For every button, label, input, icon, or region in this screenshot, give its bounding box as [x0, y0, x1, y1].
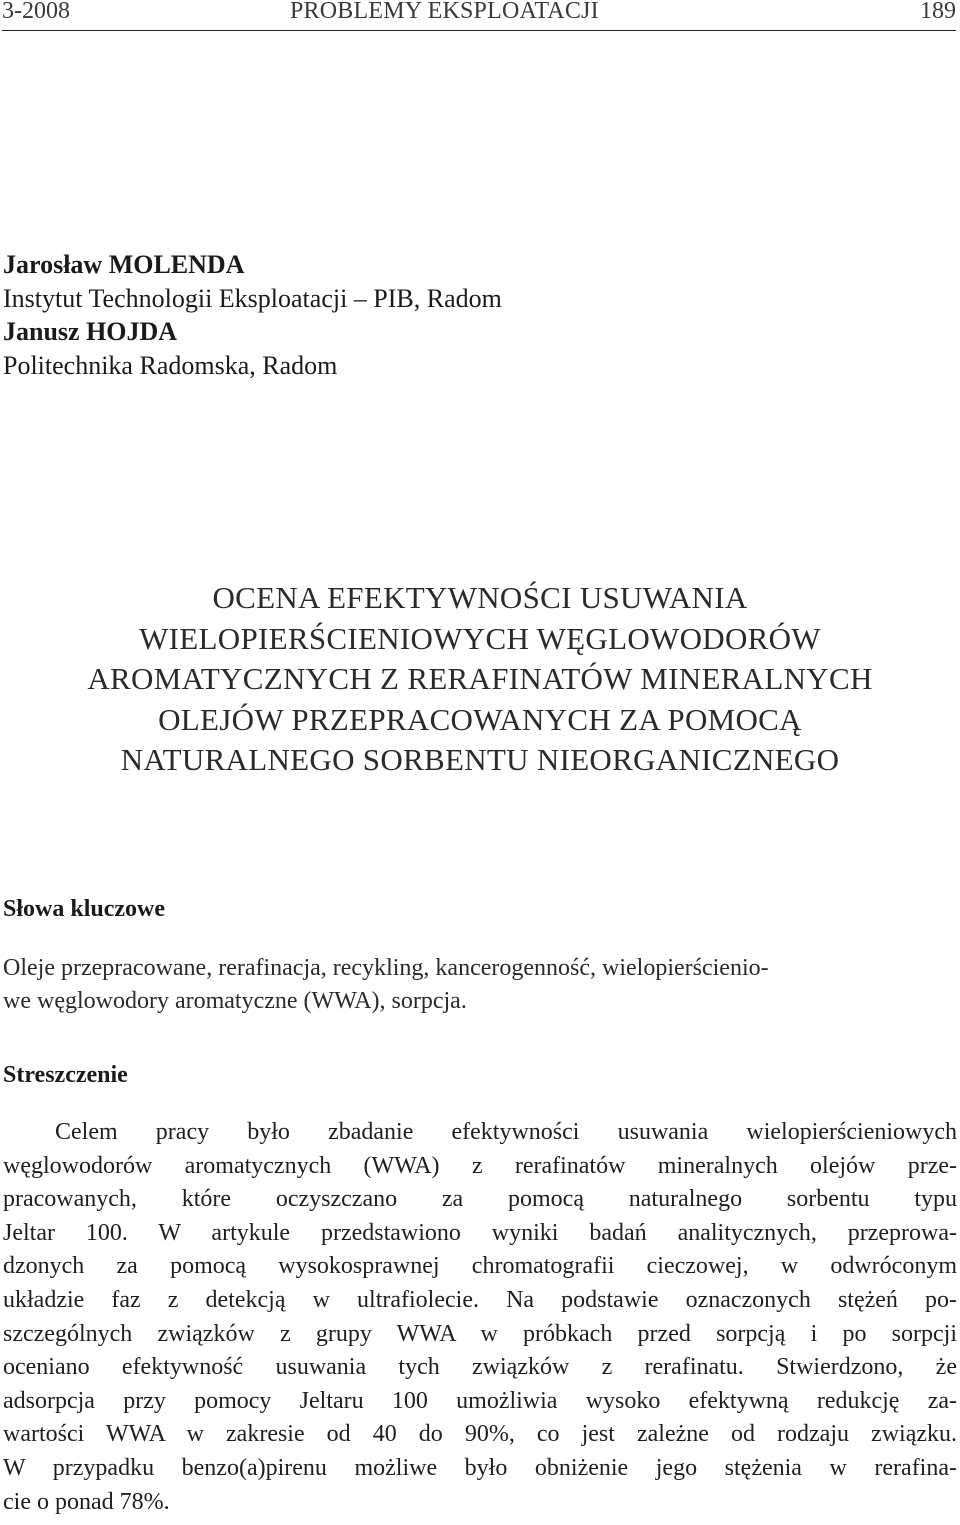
abstract-line: szczególnych związków z grupy WWA w próbkach przed sorpcją i po sorpcji: [3, 1320, 957, 1347]
keywords-heading: Słowa kluczowe: [3, 896, 165, 922]
paper-title: [0, 578, 960, 781]
author-affiliation: Instytut Technologii Eksploatacji – PIB, Radom: [3, 283, 502, 313]
running-header: [2, 0, 956, 31]
author-affiliation: Politechnika Radomska, Radom: [3, 350, 338, 380]
issue-number: 3-2008: [2, 0, 70, 24]
abstract-line: węglowodorów aromatycznych (WWA) z rerafinatów mineralnych olejów prze-: [3, 1152, 957, 1179]
title-line: OCENA EFEKTYWNOŚCI USUWANIA: [212, 580, 748, 615]
abstract-line: układzie faz z detekcją w ultrafiolecie. Na podstawie oznaczonych stężeń po-: [3, 1286, 957, 1313]
abstract-line: oceniano efektywność usuwania tych związków z rerafinatu. Stwierdzono, że: [3, 1354, 957, 1381]
abstract-line: wartości WWA w zakresie od 40 do 90%, co jest zależne od rodzaju związku.: [3, 1421, 957, 1448]
keywords-line: we węglowodory aromatyczne (WWA), sorpcja.: [3, 987, 467, 1014]
journal-name: PROBLEMY EKSPLOATACJI: [290, 0, 599, 24]
author-name: Jarosław MOLENDA: [3, 250, 245, 279]
keywords-text: [3, 952, 957, 1017]
page-number: 189: [920, 0, 956, 24]
author-block: [3, 248, 502, 382]
title-line: NATURALNEGO SORBENTU NIEORGANICZNEGO: [120, 742, 840, 777]
abstract-line: Jeltar 100. W artykule przedstawiono wyniki badań analitycznych, przeprowa-: [3, 1219, 957, 1246]
title-line: WIELOPIERŚCIENIOWYCH WĘGLOWODORÓW: [139, 620, 821, 656]
abstract-line: Celem pracy było zbadanie efektywności usuwania wielopierścieniowych: [55, 1119, 957, 1145]
title-line: AROMATYCZNYCH Z RERAFINATÓW MINERALNYCH: [87, 661, 873, 696]
title-line: OLEJÓW PRZEPRACOWANYCH ZA POMOCĄ: [158, 701, 802, 737]
author-name: Janusz HOJDA: [3, 317, 178, 346]
abstract-line: adsorpcja przy pomocy Jeltaru 100 umożliwia wysoko efektywną redukcję za-: [3, 1387, 957, 1414]
abstract-line: pracowanych, które oczyszczano za pomocą naturalnego sorbentu typu: [3, 1186, 957, 1213]
abstract-body: [3, 1116, 957, 1519]
keywords-line: Oleje przepracowane, rerafinacja, recykling, kancerogenność, wielopierścienio-: [3, 955, 769, 981]
abstract-heading: Streszczenie: [3, 1062, 128, 1088]
abstract-line: W przypadku benzo(a)pirenu możliwe było obniżenie jego stężenia w rerafina-: [3, 1454, 957, 1481]
abstract-line: dzonych za pomocą wysokosprawnej chromatografii cieczowej, w odwróconym: [3, 1253, 957, 1280]
abstract-line: cie o ponad 78%.: [3, 1488, 170, 1515]
